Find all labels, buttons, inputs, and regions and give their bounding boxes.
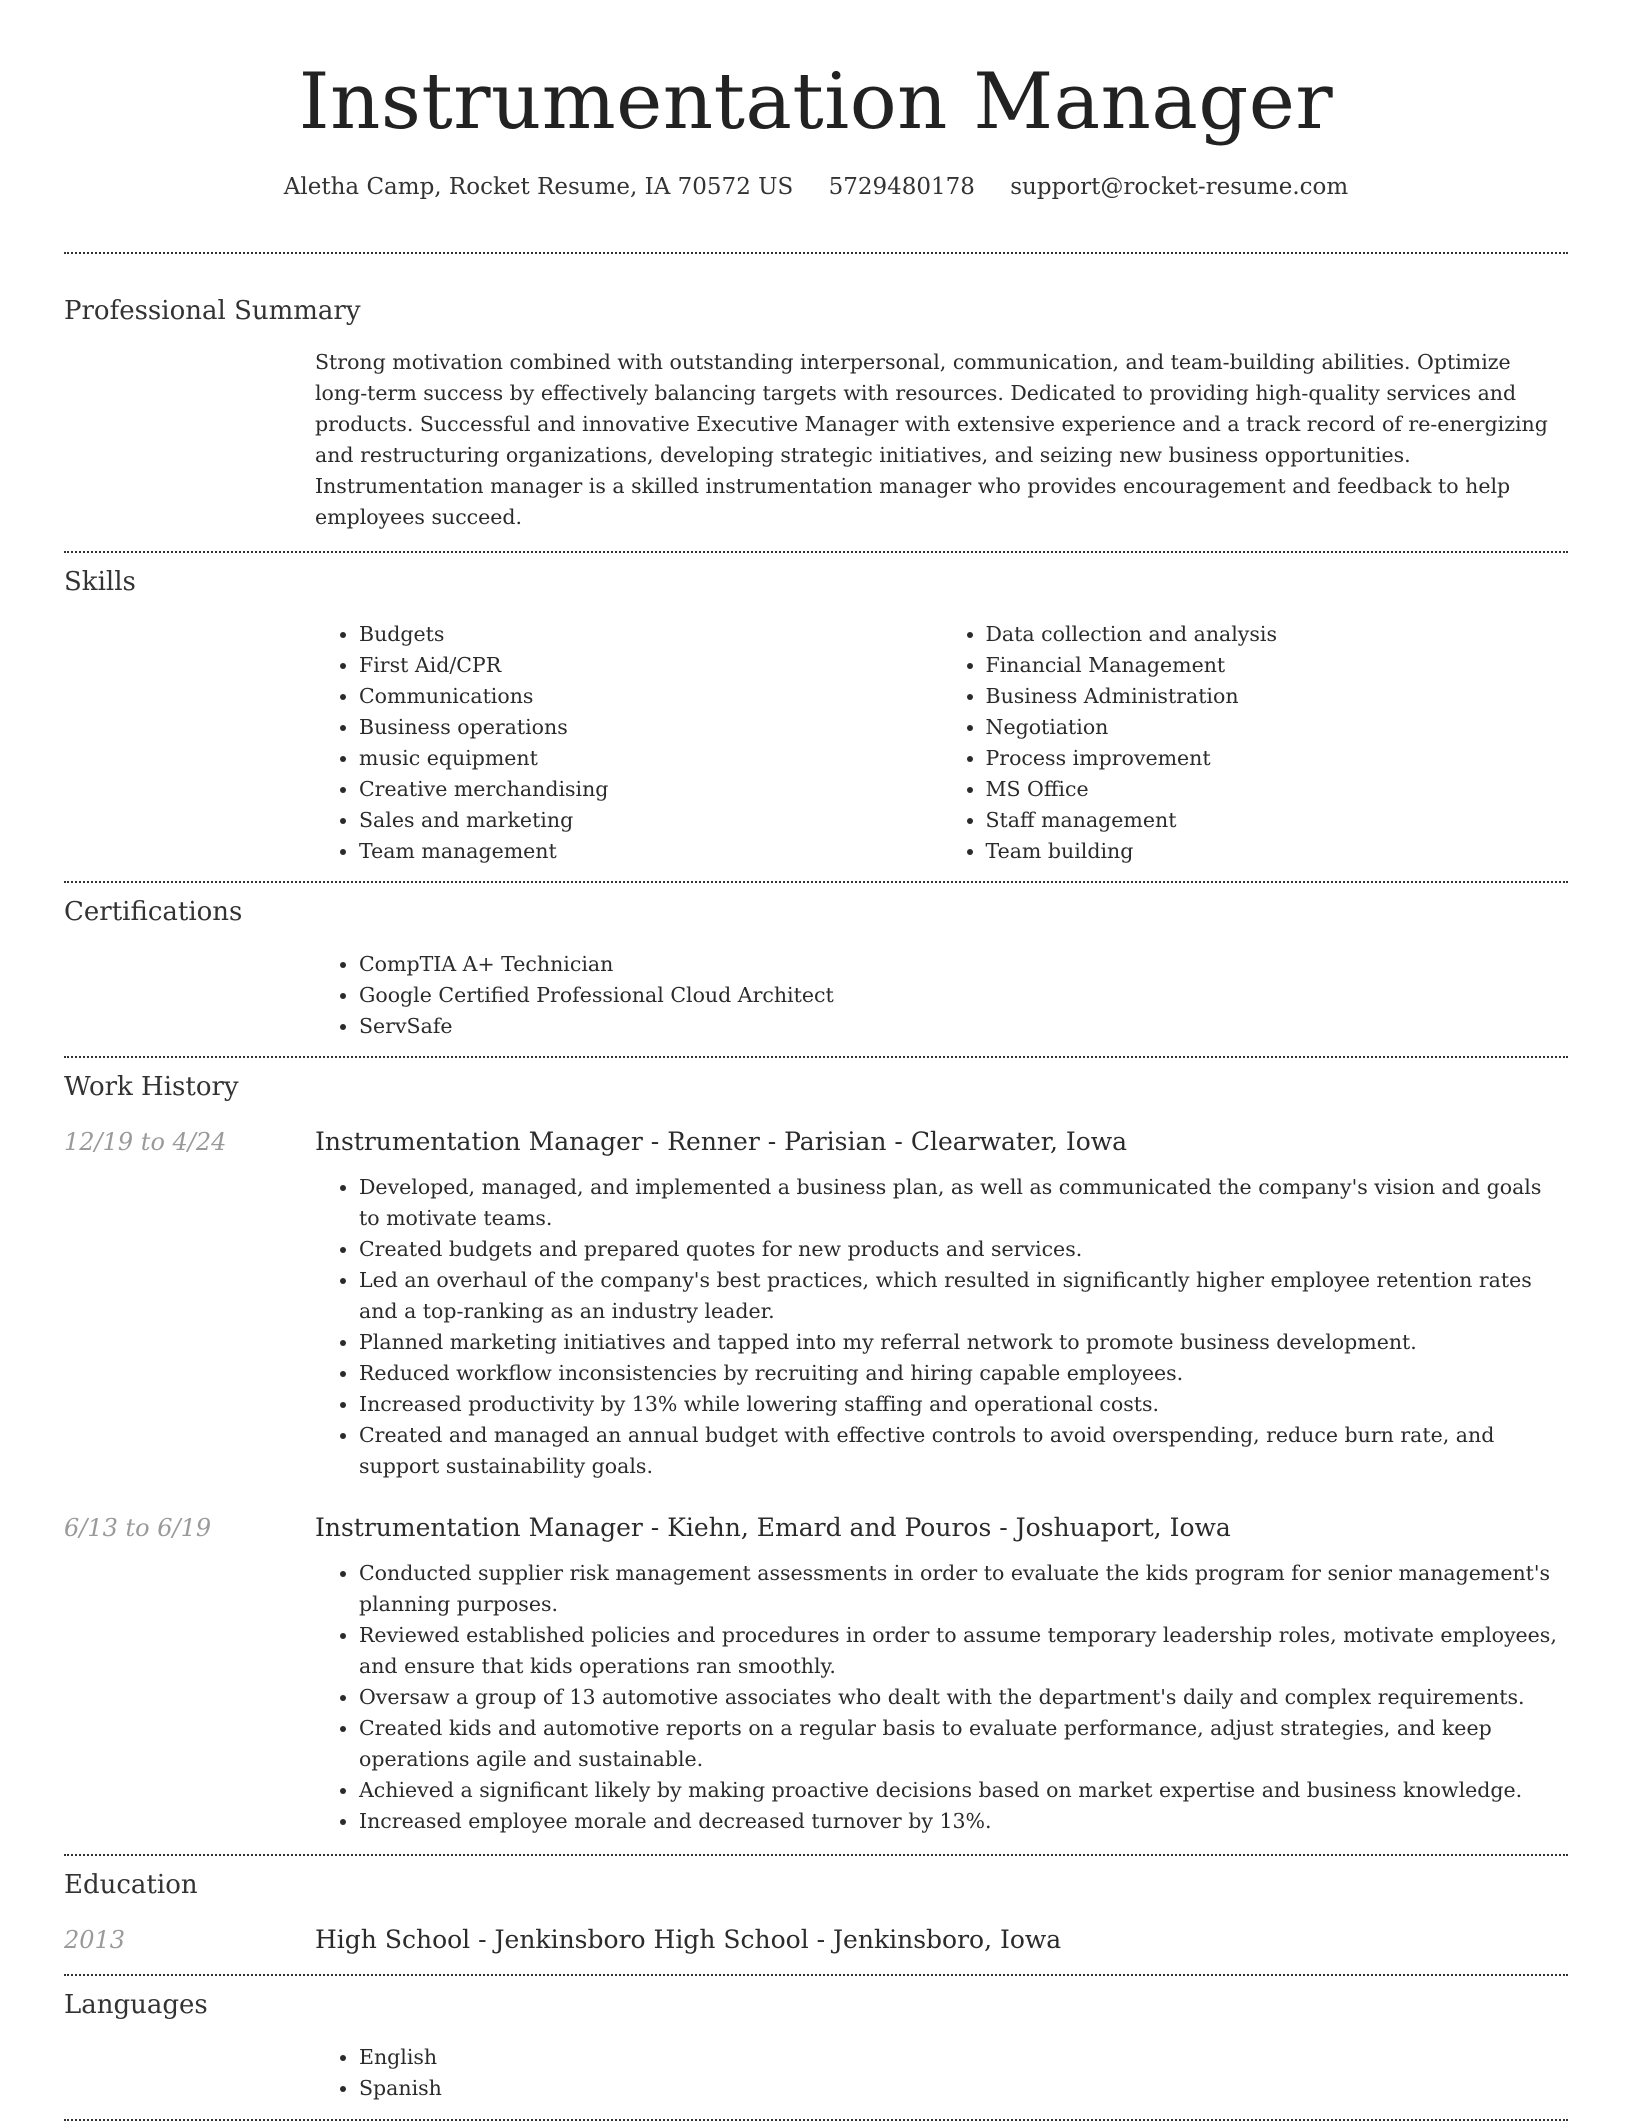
skill-item: • Financial Management [986,650,1569,681]
skill-item: • Creative merchandising [359,774,942,805]
certifications-list [315,949,1568,1042]
section-divider [64,1854,1568,1856]
job-duty-item: • Created budgets and prepared quotes for new products and services. [359,1234,1568,1265]
certification-item: • ServSafe [359,1011,1568,1042]
job-header [64,1512,1568,1544]
job-duties-list [315,1172,1568,1482]
skills-heading: Skills [64,567,136,597]
job-duty-item: • Conducted supplier risk management assessments in order to evaluate the kids program for senior management's planning purposes. [359,1558,1568,1620]
job-duty-item: • Developed, managed, and implemented a business plan, as well as communicated the company's vision and goals to motivate teams. [359,1172,1568,1234]
job-dates: 12/19 to 4/24 [64,1128,227,1156]
skill-item: • Budgets [359,619,942,650]
skill-item: • Sales and marketing [359,805,942,836]
languages-list [315,2042,1568,2104]
job-duty-item: • Created and managed an annual budget with effective controls to avoid overspending, reduce burn rate, and support sustainability goals. [359,1420,1568,1482]
skill-item: • Staff management [986,805,1569,836]
skills-grid [315,619,1568,867]
job-duties [315,1558,1568,1837]
section-divider [64,1056,1568,1058]
skill-item: • MS Office [986,774,1569,805]
skill-item: • Business Administration [986,681,1569,712]
job-duty-item: • Created kids and automotive reports on a regular basis to evaluate performance, adjust strategies, and keep operations agile and sustainable. [359,1713,1568,1775]
job-entry [64,1512,1568,1837]
skills-list-left [315,619,942,867]
job-duties-list [315,1558,1568,1837]
certifications-body [315,949,1568,1042]
resume-title: Instrumentation Manager [298,57,1334,147]
job-duty-item: • Increased employee morale and decreased turnover by 13%. [359,1806,1568,1837]
education-date: 2013 [64,1926,126,1954]
certifications-heading: Certifications [64,897,243,927]
contact-line [64,172,1568,202]
certification-item: • Google Certified Professional Cloud Architect [359,980,1568,1011]
skill-item: • Data collection and analysis [986,619,1569,650]
summary-body [315,347,1568,533]
work-history-heading: Work History [64,1072,239,1102]
section-divider [64,1974,1568,1976]
languages-heading: Languages [64,1990,208,2020]
language-item: • Spanish [359,2073,1568,2104]
skills-list-right [942,619,1569,867]
skill-item: • First Aid/CPR [359,650,942,681]
job-header [64,1126,1568,1158]
skill-item: • Team building [986,836,1569,867]
skill-item: • Business operations [359,712,942,743]
job-duty-item: • Reduced workflow inconsistencies by recruiting and hiring capable employees. [359,1358,1568,1389]
resume-page [64,0,1568,2121]
skill-item: • music equipment [359,743,942,774]
education-heading: Education [64,1870,198,1900]
skill-item: • Negotiation [986,712,1569,743]
job-title: Instrumentation Manager - Kiehn, Emard and Pouros - Joshuaport, Iowa [315,1513,1231,1542]
languages-body [315,2042,1568,2104]
job-duties [315,1172,1568,1482]
language-item: • English [359,2042,1568,2073]
job-duty-item: • Led an overhaul of the company's best practices, which resulted in significantly higher employee retention rates and a top-ranking as an industry leader. [359,1265,1568,1327]
education-entry [64,1924,1568,1956]
skill-item: • Communications [359,681,942,712]
section-divider [64,881,1568,883]
job-duty-item: • Achieved a significant likely by making proactive decisions based on market expertise and business knowledge. [359,1775,1568,1806]
education-title: High School - Jenkinsboro High School - Jenkinsboro, Iowa [315,1925,1062,1954]
skill-item: • Process improvement [986,743,1569,774]
section-divider [64,551,1568,553]
job-duty-item: • Planned marketing initiatives and tapped into my referral network to promote business development. [359,1327,1568,1358]
job-dates: 6/13 to 6/19 [64,1514,212,1542]
contact-phone: 5729480178 [828,174,975,200]
summary-text: Strong motivation combined with outstanding interpersonal, communication, and team-building abilities. Optimize long-term success by effectively balancing targets with resources. Dedicated to providing high-quality services and products. Successful and innovative Executive Manager with extensive experience and a track record of re-energizing and restructuring organizations, developing strategic initiatives, and seizing new business opportunities. Instrumentation manager is a skilled instrumentation manager who provides encouragement and feedback to help employees succeed. [315,350,1548,529]
contact-address: Aletha Camp, Rocket Resume, IA 70572 US [283,174,794,200]
job-duty-item: • Reviewed established policies and procedures in order to assume temporary leadership roles, motivate employees, and ensure that kids operations ran smoothly. [359,1620,1568,1682]
section-divider [64,252,1568,254]
job-duty-item: • Increased productivity by 13% while lowering staffing and operational costs. [359,1389,1568,1420]
certification-item: • CompTIA A+ Technician [359,949,1568,980]
job-entry [64,1126,1568,1482]
job-title: Instrumentation Manager - Renner - Parisian - Clearwater, Iowa [315,1127,1128,1156]
contact-email: support@rocket-resume.com [1010,174,1349,200]
job-duty-item: • Oversaw a group of 13 automotive associates who dealt with the department's daily and complex requirements. [359,1682,1568,1713]
skill-item: • Team management [359,836,942,867]
summary-heading: Professional Summary [64,296,361,326]
